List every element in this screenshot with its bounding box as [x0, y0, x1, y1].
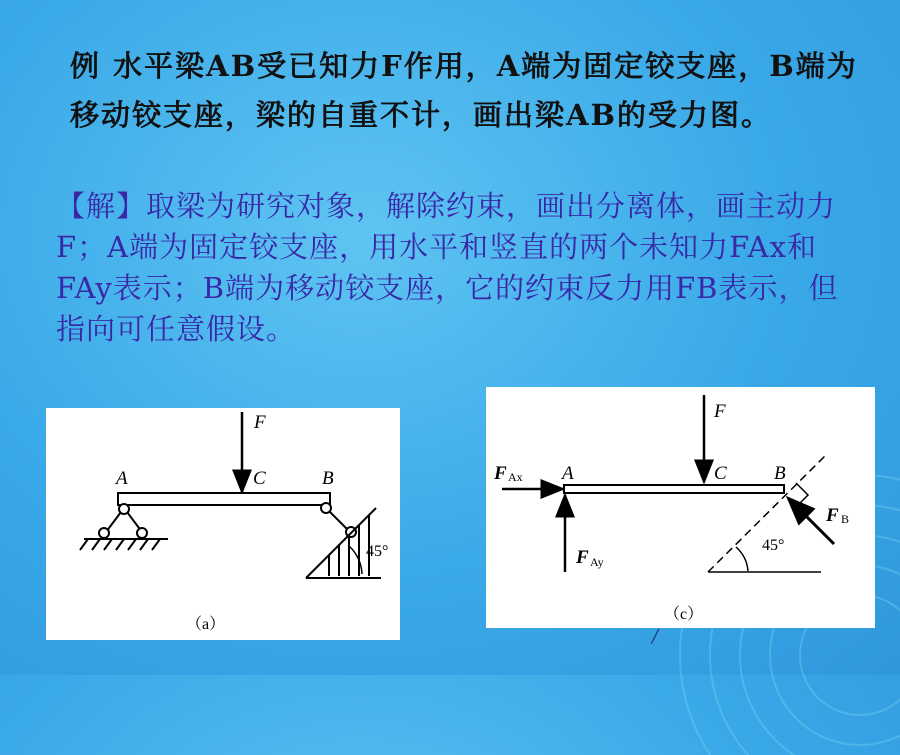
label-a: A: [562, 463, 574, 484]
right-angle-mark: [796, 483, 808, 505]
beam-ab: [118, 493, 330, 505]
fixed-hinge-support-a: [80, 504, 168, 550]
figure-a-caption: （a）: [186, 616, 226, 633]
angle-label: 45°: [366, 543, 389, 560]
fay-label: F: [576, 547, 589, 568]
figure-a-panel: [46, 408, 400, 640]
solution-text: 【解】取梁为研究对象，解除约束，画出分离体，画主动力F；A端为固定铰支座，用水平和竖直的两个未知力FAx和FAy表示；B端为移动铰支座，它的约束反力用FB表示，但指向可任意假设。: [56, 189, 839, 346]
figure-c-caption: （c）: [664, 606, 704, 623]
fay-subscript: Ay: [590, 555, 604, 569]
force-f-label: F: [714, 401, 726, 422]
fax-label: F: [494, 463, 507, 484]
label-b: B: [322, 468, 334, 489]
label-a: A: [116, 468, 128, 489]
roller-support-b: [306, 503, 381, 578]
angle-label: 45°: [762, 537, 785, 554]
angle-arc: [736, 547, 748, 571]
label-c: C: [253, 468, 266, 489]
beam-ab: [564, 485, 784, 493]
fax-subscript: Ax: [508, 470, 523, 484]
figure-a-diagram: [46, 408, 400, 640]
label-c: C: [714, 463, 727, 484]
figure-c-diagram: [486, 387, 875, 628]
fb-label: F: [826, 505, 839, 526]
corner-mark: /: [652, 626, 659, 647]
problem-statement: 例 水平梁AB受已知力F作用，A端为固定铰支座，B端为移动铰支座，梁的自重不计，画出梁AB的受力图。: [70, 49, 858, 132]
figure-c-panel: [486, 387, 875, 628]
force-f-label: F: [254, 412, 266, 433]
fb-subscript: B: [841, 512, 850, 526]
label-b: B: [774, 463, 786, 484]
